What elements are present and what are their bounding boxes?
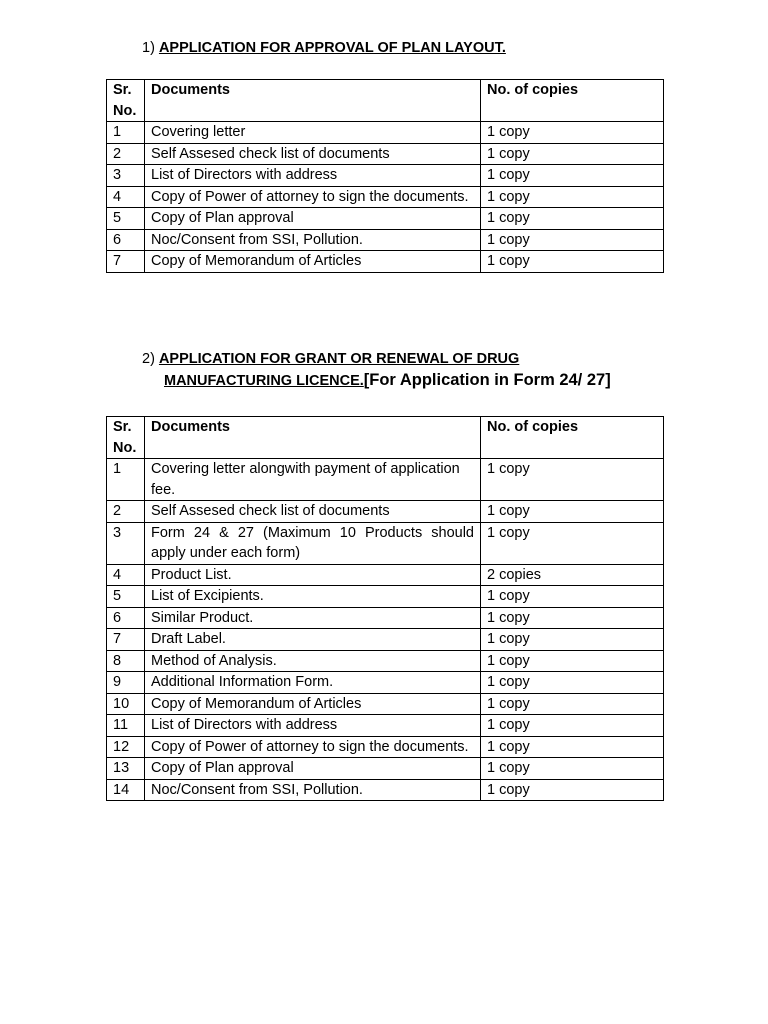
- cell-sr-no: 2: [107, 501, 145, 523]
- cell-sr-no: 4: [107, 186, 145, 208]
- cell-sr-no: 5: [107, 586, 145, 608]
- cell-sr-no: 14: [107, 779, 145, 801]
- cell-copies: 1 copy: [481, 459, 664, 501]
- cell-sr-no: 1: [107, 122, 145, 144]
- cell-copies: 1 copy: [481, 165, 664, 187]
- section2-title-suffix: [For Application in Form 24/ 27]: [363, 371, 611, 389]
- cell-document: Draft Label.: [145, 629, 481, 651]
- section2-heading: [142, 349, 611, 392]
- cell-sr-no: 13: [107, 758, 145, 780]
- cell-copies: 1 copy: [481, 122, 664, 144]
- cell-copies: 1 copy: [481, 650, 664, 672]
- header-sr-no: Sr. No.: [107, 417, 145, 459]
- section2-table: [106, 416, 664, 801]
- cell-copies: 1 copy: [481, 736, 664, 758]
- header-documents: Documents: [145, 417, 481, 459]
- cell-document: Self Assesed check list of documents: [145, 501, 481, 523]
- table-row: [107, 629, 664, 651]
- cell-copies: 1 copy: [481, 607, 664, 629]
- section1-title: APPLICATION FOR APPROVAL OF PLAN LAYOUT.: [158, 40, 506, 56]
- cell-sr-no: 7: [107, 251, 145, 273]
- cell-sr-no: 8: [107, 650, 145, 672]
- cell-document: Form 24 & 27 (Maximum 10 Products should apply under each form): [145, 522, 481, 564]
- table-row: [107, 501, 664, 523]
- section2-title-line2: MANUFACTURING LICENCE.: [164, 373, 364, 389]
- table-row: [107, 522, 664, 564]
- cell-document: Noc/Consent from SSI, Pollution.: [145, 779, 481, 801]
- header-copies: No. of copies: [481, 417, 664, 459]
- cell-copies: 1 copy: [481, 251, 664, 273]
- cell-document: Additional Information Form.: [145, 672, 481, 694]
- header-copies: No. of copies: [481, 80, 664, 122]
- table-row: [107, 122, 664, 144]
- cell-sr-no: 12: [107, 736, 145, 758]
- cell-copies: 1 copy: [481, 672, 664, 694]
- cell-sr-no: 10: [107, 693, 145, 715]
- cell-document: List of Directors with address: [145, 715, 481, 737]
- table-header-row: [107, 417, 664, 459]
- cell-copies: 1 copy: [481, 143, 664, 165]
- cell-document: Copy of Plan approval: [145, 758, 481, 780]
- cell-copies: 1 copy: [481, 522, 664, 564]
- section1-number: 1): [142, 40, 155, 56]
- cell-document: Copy of Memorandum of Articles: [145, 693, 481, 715]
- table-row: [107, 607, 664, 629]
- cell-copies: 1 copy: [481, 186, 664, 208]
- table-row: [107, 758, 664, 780]
- table-row: [107, 693, 664, 715]
- cell-document: Noc/Consent from SSI, Pollution.: [145, 229, 481, 251]
- cell-sr-no: 9: [107, 672, 145, 694]
- cell-copies: 1 copy: [481, 715, 664, 737]
- section1-heading: [142, 38, 506, 59]
- cell-document: Copy of Plan approval: [145, 208, 481, 230]
- section2-title-line2-wrap: [142, 370, 611, 392]
- section1-table: [106, 79, 664, 273]
- table-row: [107, 779, 664, 801]
- section2-number: 2): [142, 351, 155, 367]
- cell-sr-no: 3: [107, 522, 145, 564]
- header-sr-no: Sr. No.: [107, 80, 145, 122]
- table-row: [107, 459, 664, 501]
- cell-document: List of Directors with address: [145, 165, 481, 187]
- cell-document: Copy of Power of attorney to sign the documents.: [145, 736, 481, 758]
- table-row: [107, 186, 664, 208]
- cell-copies: 1 copy: [481, 501, 664, 523]
- cell-sr-no: 5: [107, 208, 145, 230]
- table-row: [107, 586, 664, 608]
- cell-copies: 1 copy: [481, 779, 664, 801]
- cell-document: List of Excipients.: [145, 586, 481, 608]
- table-row: [107, 229, 664, 251]
- cell-sr-no: 7: [107, 629, 145, 651]
- table-row: [107, 251, 664, 273]
- cell-sr-no: 6: [107, 607, 145, 629]
- table-header-row: [107, 80, 664, 122]
- cell-copies: 1 copy: [481, 208, 664, 230]
- cell-sr-no: 3: [107, 165, 145, 187]
- table-row: [107, 715, 664, 737]
- table-row: [107, 672, 664, 694]
- cell-document: Product List.: [145, 564, 481, 586]
- cell-sr-no: 6: [107, 229, 145, 251]
- header-documents: Documents: [145, 80, 481, 122]
- section2-table-body: [107, 459, 664, 801]
- cell-document: Copy of Memorandum of Articles: [145, 251, 481, 273]
- table-row: [107, 564, 664, 586]
- cell-copies: 2 copies: [481, 564, 664, 586]
- cell-copies: 1 copy: [481, 693, 664, 715]
- cell-sr-no: 11: [107, 715, 145, 737]
- cell-copies: 1 copy: [481, 629, 664, 651]
- cell-copies: 1 copy: [481, 229, 664, 251]
- cell-document: Similar Product.: [145, 607, 481, 629]
- table-row: [107, 650, 664, 672]
- cell-copies: 1 copy: [481, 586, 664, 608]
- cell-document: Self Assesed check list of documents: [145, 143, 481, 165]
- cell-document: Covering letter: [145, 122, 481, 144]
- table-row: [107, 736, 664, 758]
- section1-table-body: [107, 122, 664, 273]
- cell-document: Covering letter alongwith payment of application fee.: [145, 459, 481, 501]
- section2-title-line1: APPLICATION FOR GRANT OR RENEWAL OF DRUG: [158, 351, 520, 367]
- table-row: [107, 165, 664, 187]
- table-row: [107, 208, 664, 230]
- cell-document: Method of Analysis.: [145, 650, 481, 672]
- table-row: [107, 143, 664, 165]
- cell-document: Copy of Power of attorney to sign the documents.: [145, 186, 481, 208]
- cell-sr-no: 2: [107, 143, 145, 165]
- cell-copies: 1 copy: [481, 758, 664, 780]
- cell-sr-no: 4: [107, 564, 145, 586]
- cell-sr-no: 1: [107, 459, 145, 501]
